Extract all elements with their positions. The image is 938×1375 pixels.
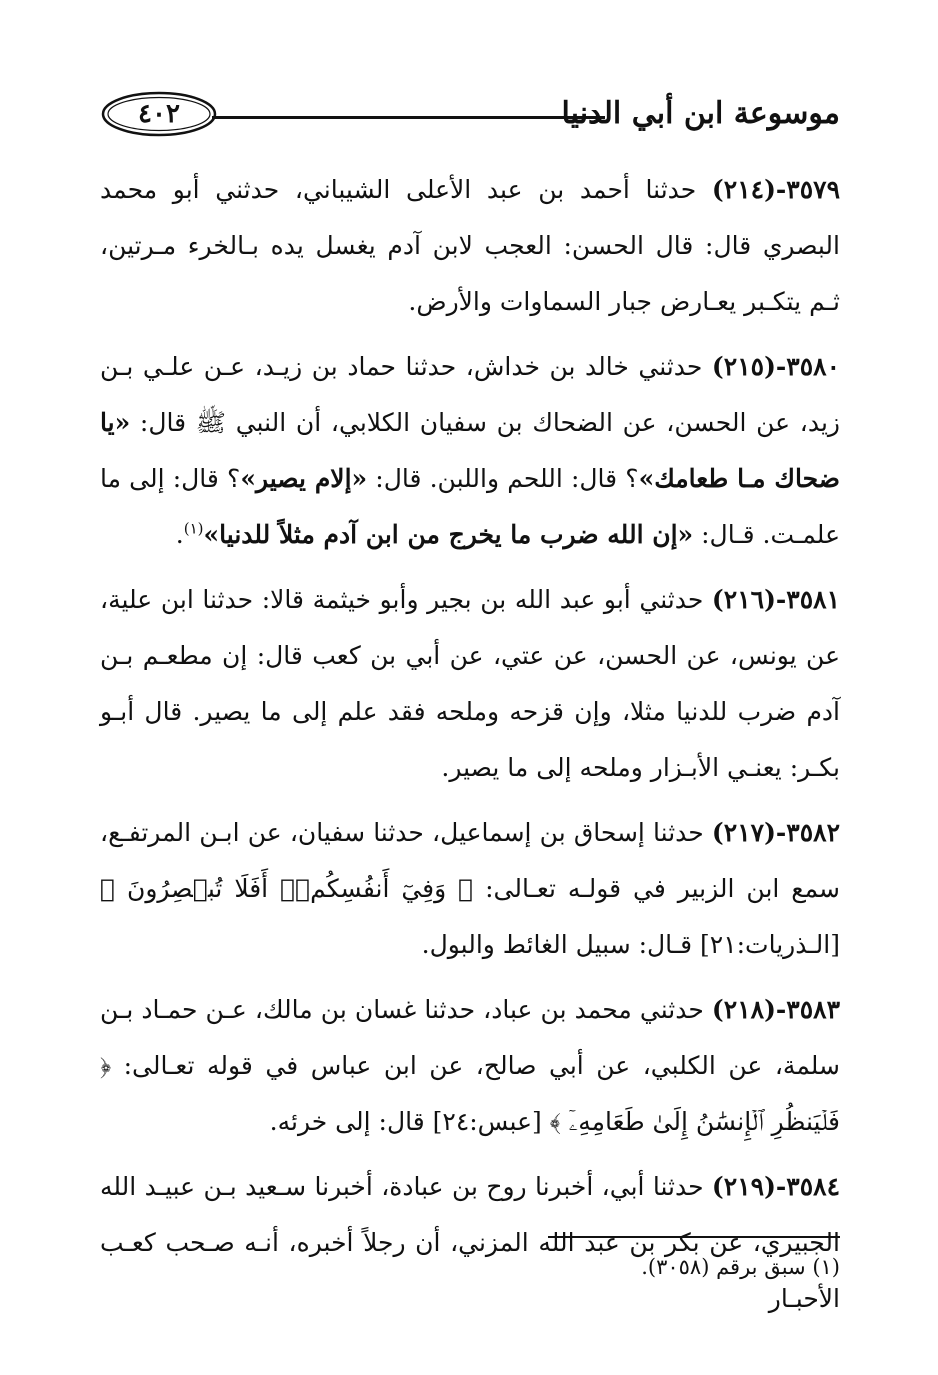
entry-text: . — [175, 520, 184, 549]
entry-text: حدثنا أبي، أخبرنا روح بن عبادة، أخبرنا سـعيد بـن عبيـد الله الجبيري، عن بكر بن عبد الله المزني، أن رجلاً أخبره، أنـه صـحب كعـب الأحبـار — [100, 1172, 840, 1313]
entry-text: [الـذريات:٢١] قـال: سبيل الغائط والبول. — [421, 930, 840, 959]
entry-text: حدثني خالد بن خداش، حدثنا حماد بن زيـد، عـن علـي بـن زيد، عن الحسن، عن الضحاك بن سفيان الكلابي، أن النبي ﷺ قال: — [100, 352, 840, 437]
header-rule — [212, 116, 605, 119]
entry-3583 — [100, 982, 840, 1150]
body-text — [100, 162, 840, 1336]
running-header — [100, 88, 840, 144]
entry-3581 — [100, 572, 840, 796]
entry-text: [عبس:٢٤] قال: إلى خرئه. — [269, 1107, 550, 1136]
hadith-quote: «إن الله ضرب ما يخرج من ابن آدم مثلاً للدنيا» — [203, 520, 694, 549]
entry-3584 — [100, 1159, 840, 1327]
book-title: موسوعة ابن أبي الدنيا — [561, 96, 840, 131]
quran-verse: ﴿ وَفِيٓ أَنفُسِكُمۡۚ أَفَلَا تُبۡصِرُونَ ﴾ — [100, 874, 474, 903]
page-number-frame — [100, 90, 218, 138]
entry-3582 — [100, 805, 840, 973]
entry-number: ٣٥٨٢-(٢١٧) — [711, 818, 840, 847]
footnote-1: (١) سبق برقم (٣٠٥٨). — [641, 1255, 840, 1279]
footnote-reference[interactable]: (١) — [183, 519, 204, 538]
quran-verse: ﴿ فَلۡيَنظُرِ ٱلۡإِنسَٰنُ إِلَىٰ طَعَامِهِۦٓ ﴾ — [100, 1051, 840, 1136]
entry-text: حدثني محمد بن عباد، حدثنا غسان بن مالك، عـن حمـاد بـن سلمة، عن الكلبي، عن أبي صالح، عن ابن عباس في قوله تعـالى: — [100, 995, 840, 1080]
hadith-quote: «يا ضحاك مـا طعامك» — [100, 408, 840, 493]
page-number: ٤٠٢ — [138, 99, 180, 129]
hadith-quote: «إلام يصير» — [240, 464, 368, 493]
entry-3579 — [100, 162, 840, 330]
entry-text: حدثنا أحمد بن عبد الأعلى الشيباني، حدثني أبو محمد البصري قال: قال الحسن: العجب لابن آدم يغسل يده بـالخرء مـرتين، ثـم يتكـبر يعـارض جبار السماوات والأرض. — [100, 175, 840, 316]
entry-number: ٣٥٨١-(٢١٦) — [711, 585, 840, 614]
entry-3580 — [100, 339, 840, 563]
entry-number: ٣٥٧٩-(٢١٤) — [711, 175, 840, 204]
entry-text: حدثني أبو عبد الله بن بجير وأبو خيثمة قالا: حدثنا ابن علية، عن يونس، عن الحسن، عن عتي، عن أبي بن كعب قال: إن مطعـم بـن آدم ضرب للدنيا مثلا، وإن قزحه وملحه فقد علم إلى ما يصير. قال أبـو بكـر: يعنـي الأبـزار وملحه إلى ما يصير. — [100, 585, 840, 782]
entry-number: ٣٥٨٤-(٢١٩) — [711, 1172, 840, 1201]
entry-number: ٣٥٨٠-(٢١٥) — [711, 352, 840, 381]
footnote-separator — [548, 1236, 840, 1238]
entry-text: حدثنا إسحاق بن إسماعيل، حدثنا سفيان، عن ابـن المرتفـع، سمع ابن الزبير في قولـه تعـالى: — [100, 818, 841, 903]
entry-text: ؟ قال: اللحم واللبن. قال: — [367, 464, 639, 493]
entry-text: ؟ قال: إلى ما علمـت. قـال: — [100, 464, 840, 549]
entry-number: ٣٥٨٣-(٢١٨) — [711, 995, 840, 1024]
